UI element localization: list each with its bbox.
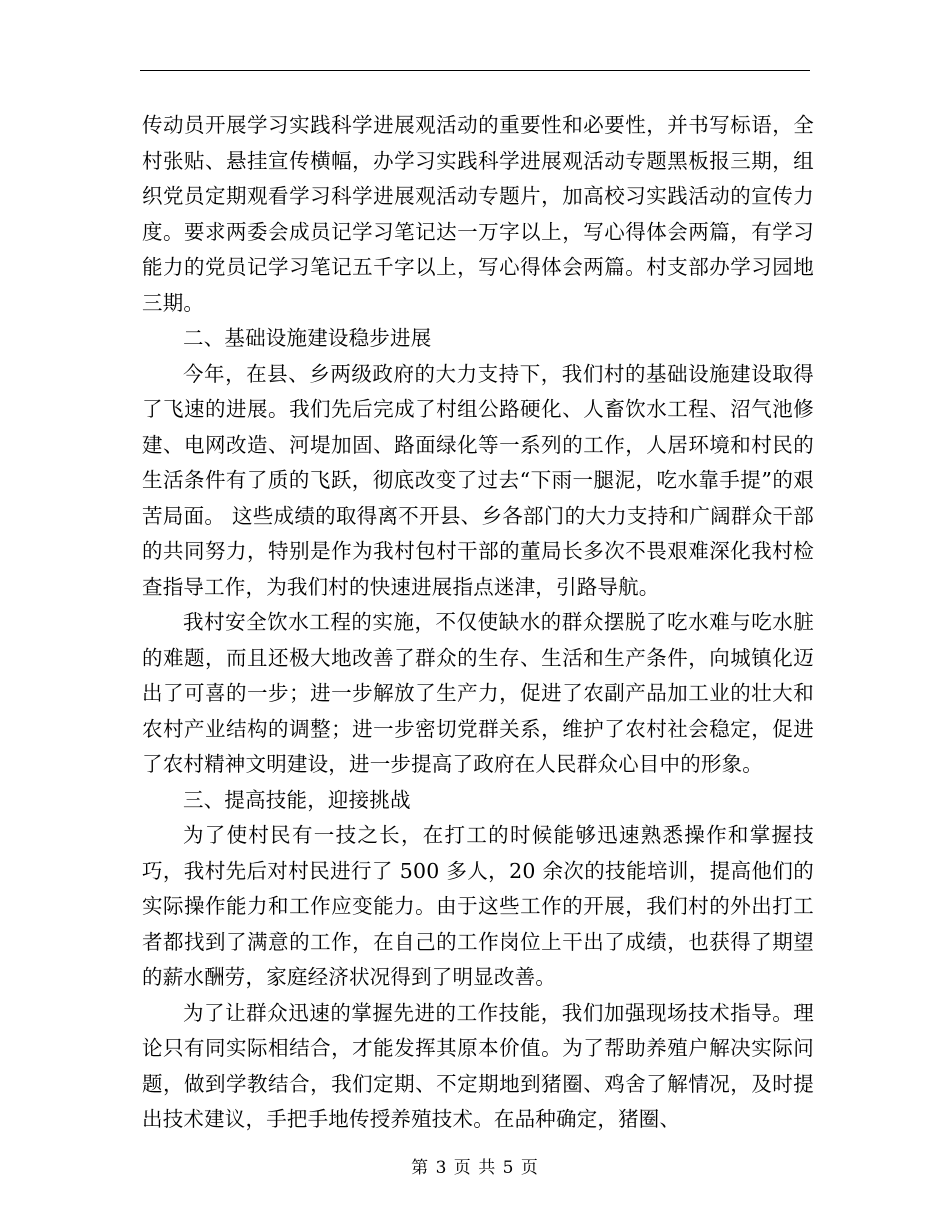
section-heading-3: 三、提高技能，迎接挑战 bbox=[183, 787, 411, 812]
page-footer: 第 3 页 共 5 页 bbox=[411, 1158, 539, 1178]
document-body bbox=[142, 108, 814, 1138]
paragraph-infrastructure: 今年，在县、乡两级政府的大力支持下，我们村的基础设施建设取得了飞速的进展。我们先后完成了村组公路硬化、人畜饮水工程、沼气池修建、电网改造、河堤加固、路面绿化等一系列的工作，人居环境和村民的生活条件有了质的飞跃，彻底改变了过去“下雨一腿泥，吃水靠手提”的艰苦局面。 这些成绩的取得离不开县、乡各部门的大力支持和广阔群众干部的共同努力，特别是作为我村包村干部的董局长多次不畏艰难深化我村检查指导工作，为我们村的快速进展指点迷津，引路导航。 bbox=[142, 361, 814, 599]
paragraph-technical-guidance: 为了让群众迅速的掌握先进的工作技能，我们加强现场技术指导。理论只有同实际相结合，才能发挥其原本价值。为了帮助养殖户解决实际问题，做到学教结合，我们定期、不定期地到猪圈、鸡舍了解情况，及时提出技术建议，手把手地传授养殖技术。在品种确定，猪圈、 bbox=[142, 1000, 814, 1131]
section-heading-2: 二、基础设施建设稳步进展 bbox=[183, 326, 432, 350]
header-rule bbox=[140, 70, 810, 71]
paragraph-skills-training: 为了使村民有一技之长，在打工的时候能够迅速熟悉操作和掌握技巧，我村先后对村民进行了 500 多人，20 余次的技能培训，提高他们的实际操作能力和工作应变能力。由于这些工作的开展，我们村的外出打工者都找到了满意的工作，在自己的工作岗位上干出了成绩，也获得了期望的薪水酬劳，家庭经济状况得到了明显改善。 bbox=[142, 823, 814, 989]
paragraph-water-project: 我村安全饮水工程的实施，不仅使缺水的群众摆脱了吃水难与吃水脏的难题，而且还极大地改善了群众的生存、生活和生产条件，向城镇化迈出了可喜的一步；进一步解放了生产力，促进了农副产品加工业的壮大和农村产业结构的调整；进一步密切党群关系，维护了农村社会稳定，促进了农村精神文明建设，进一步提高了政府在人民群众心目中的形象。 bbox=[142, 610, 814, 776]
paragraph-continuation: 传动员开展学习实践科学进展观活动的重要性和必要性，并书写标语，全村张贴、悬挂宣传横幅，办学习实践科学进展观活动专题黑板报三期，组织党员定期观看学习科学进展观活动专题片，加高校习实践活动的宣传力度。要求两委会成员记学习笔记达一万字以上，写心得体会两篇，有学习能力的党员记学习笔记五千字以上，写心得体会两篇。村支部办学习园地三期。 bbox=[142, 113, 814, 315]
